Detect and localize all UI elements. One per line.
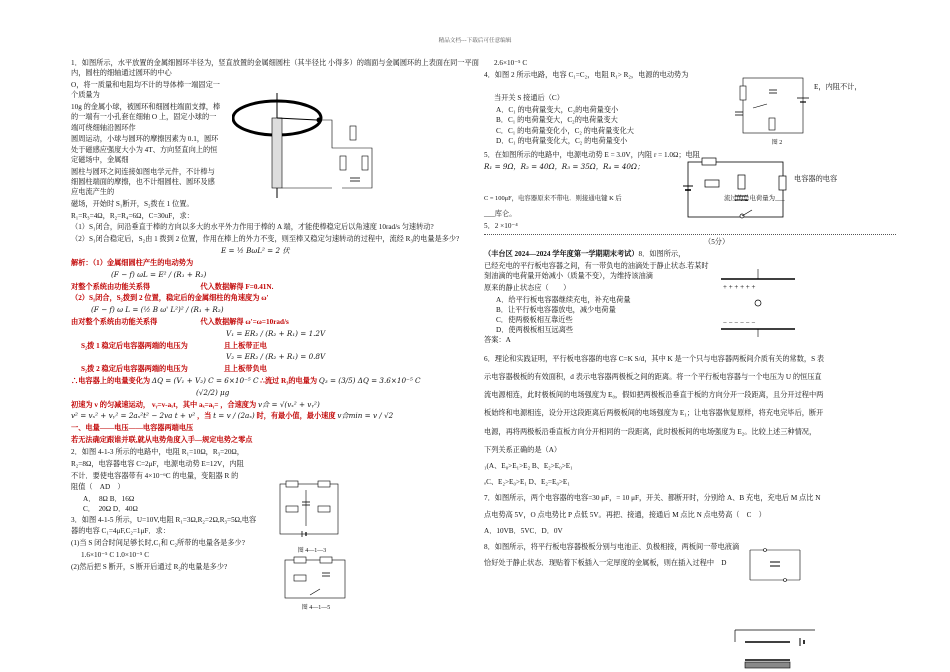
q4-option: C．C₁ 的电荷量变化小，C₂ 的电荷量变化大 — [496, 126, 634, 135]
q6-line — [484, 249, 896, 259]
q1-line: O，将一质量和电阻均不计的导体棒一端固定一个质量为 — [71, 81, 220, 100]
formula-v2: V₂ = ER₂ / (R₂ + R₁) = 0.8V — [226, 352, 326, 362]
figure-caption: 图 2 — [771, 140, 783, 146]
score: （5分） — [704, 238, 730, 247]
solution-line — [71, 364, 481, 374]
q8-line: 7．如图所示，两个电容器的电容=30 μF，= 10 μF，开关、都断开时，分别给 A、B 充电，充电后 M 点比 N — [484, 494, 821, 503]
q2-line: 阻值（ AD ） — [71, 483, 125, 492]
q6-line: 原来的静止状态应（ ） — [484, 283, 571, 292]
q7-line: 流电源相连，此时极板间的电场强度为 E₀，假如把两极板沿垂直于板的方向分开一段距离，且分开过程中两 — [484, 391, 824, 400]
q6-line: 已经充电的平行板电容器之间，有一带负电的油滴处于静止状态.若某时刻油滴的电荷量开始减小（质量不变），为维持该油滴 — [484, 261, 709, 280]
solution-part: 且上板带正电 — [223, 341, 267, 350]
q5-line: 电容器的电容 — [794, 174, 838, 183]
solution-part: 初速为 v 的匀减速运动， — [71, 400, 151, 409]
q7-line: ₁(A、E₀>E₁>E₂ B、E₂>E₀>E₁ — [484, 461, 573, 470]
solution-line: 解析：（1）金属细圆柱产生的电动势为 — [71, 258, 194, 267]
solution-part: 且上板带负电 — [223, 365, 267, 374]
solution-part: ，当 — [196, 412, 212, 421]
solution-part: ∴流过 R₃的电量为 — [260, 377, 318, 385]
q7-line: 下列关系正确的是（A） — [484, 445, 562, 454]
q9-line: 恰好处于静止状态．现贴着下板插入一定厚度的金属板，则在插入过程中 D — [484, 559, 727, 568]
solution-part: S₂拨 1 稳定后电容器两端的电压为 — [81, 341, 188, 350]
formula-e: E = ½ BωL² = 2 伏 — [221, 246, 290, 256]
q3-line: (2)然后把 S 断开，S 断开后通过 R₂的电量是多少? — [71, 562, 228, 571]
solution-line: 一、电量——电压——电容器两端电压 — [71, 424, 194, 433]
circuit-figure-q5 — [680, 150, 790, 230]
solution-part: 由对整个系统由功能关系得 — [71, 317, 158, 326]
q3-line: 3．如图 4-1-5 所示，U=10V,电阻 R₁=3Ω,R₂=2Ω,R₃=5Ω,电容 — [71, 515, 257, 524]
q2-line: 2．如图 4-1-3 所示的电路中，电阻 R₁=10Ω，R₃=20Ω， — [71, 447, 244, 456]
circuit-figure-2 — [733, 70, 813, 142]
circuit-figure-4-1-3 — [272, 476, 347, 546]
formula-vtot: v合 = √(vₓ² + vᵧ²) — [257, 399, 320, 409]
q1-line: （2）S₁闭合稳定后，S₂由 1 拨到 2 位置，作用在棒上的外力不变，则至棒又稳定匀速转动的过程中，流经 R₃的电量是多少? — [71, 235, 460, 244]
q1-line: R₁=R₃=4Ω，R₂=R₄=6Ω，C=30uF，求： — [71, 211, 194, 220]
q6-option: C．使两极板相互靠近些 — [496, 316, 573, 324]
formula-acc: vᵧ=v-aₓt，其中 aₓ=aᵧ= — [151, 400, 219, 409]
figure-caption: 图 4—1—5 — [301, 605, 331, 611]
q4-option: D．C₁ 的电荷量变化大，C₂ 的电荷量变小 — [496, 136, 628, 145]
q5-line: ___库仑。 — [484, 210, 517, 219]
q6-option: D．使两极板相互远离些 — [496, 326, 574, 335]
q5-line: 5．在如图所示的电路中，电源电动势 E = 3.0V，内阻 r = 1.0Ω；电阻 — [484, 151, 700, 160]
q7-line: ₒC、E₂>E₀>E₁ D、E₂=E₀>E₁ — [484, 478, 570, 487]
formula-q3: Q₃ = (3/5) ΔQ = 3.6×10⁻⁵ C — [318, 376, 421, 385]
q8-line: A．10VB．5VC．D．0V — [484, 526, 563, 535]
svg-text:− − − − − −: − − − − − − — [723, 319, 756, 327]
q2-line: 不计．要使电容器带有 4×10⁻⁶C 的电量，变阻器 R 的 — [71, 471, 239, 480]
q1-line: 圆柱与圆环之间连接如图电学元件，不计棒与细圆柱端面的摩擦，也不计细圆柱、圆环及感应电流产生的 — [71, 167, 215, 196]
q4-option: B．C₁ 的电荷量变大，C₂的电荷量变大 — [496, 116, 618, 125]
solution-line — [71, 282, 481, 292]
solution-line: （2）S₁闭合，S₂拨到 2 位置，稳定后的金属细柱的角速度为 ω' — [71, 294, 269, 303]
q4-line: 当开关 S 接通后（C） — [494, 94, 564, 103]
solution-line — [71, 376, 481, 386]
q1-line: 10g 的金属小球，被圆环和细圆柱端面支撑，棒的一端有一小孔套在细轴 O 上，固定小球的一端可绕细轴沿圆环作 — [71, 103, 221, 132]
q4-line: E，内阻不计， — [814, 82, 862, 91]
svg-text:+ + + + + +: + + + + + + — [723, 283, 756, 291]
formula-vmin: v合min = v / √2 — [337, 411, 394, 421]
q2-line: R₂=8Ω，电容器电容 C=2μF，电源电动势 E=12V，内阻 — [71, 459, 244, 468]
formula-work2: (F − f) ω L = (½ B ω' L²)² / (R₁ + R₂) — [91, 305, 224, 315]
solution-line — [71, 341, 481, 351]
q8-line: 点电势高 5V，O 点电势比 P 点低 5V。再把、接通，接通后 M 点比 N 点电势高（ C ） — [484, 510, 766, 519]
solution-part: ∴电容器上的电量变化为 — [71, 377, 151, 385]
q5-part: C = 100μF，电容器原来不带电．则接通电键 K 后 — [484, 194, 622, 202]
formula-tmin: t = v / (2aₓ) — [213, 411, 255, 421]
solution-line — [71, 411, 481, 421]
ring-apparatus-figure — [232, 88, 382, 203]
solution-line — [71, 400, 481, 410]
solution-line: 若无法确定跟谁并联,就从电势角度入手—规定电势之零点 — [71, 436, 253, 445]
q6-option: A．给平行板电容器继续充电，补充电荷量 — [496, 295, 631, 304]
page-header: 精品文档---下载后可任意编辑 — [438, 38, 512, 44]
solution-part: 代入数据解得 F=0.41N. — [200, 282, 274, 291]
q4-line: 4．如图 2 所示电路，电容 C₁=C₂，电阻 R₁> R₂，电源的电动势为 — [484, 70, 689, 79]
q6-source: （丰台区 2024—2024 学年度第一学期期末考试） — [484, 249, 639, 258]
q5-part: 流过的总电荷量为___ — [723, 194, 785, 202]
q2-option: C． 20Ω D．40Ω — [83, 505, 138, 514]
q5-line: R₁ = 9Ω，R₂ = 40Ω，R₃ = 35Ω，R₄ = 40Ω； — [484, 161, 645, 171]
q1-line: 1．如图所示，水平放置的金属细圆环半径为，竖直放置的金属细圆柱（其半径比 小得多）的端面与金属圆环的上表面在同一平面内，圆柱的细轴通过圆环的中心 — [71, 59, 479, 78]
right-column — [484, 58, 896, 570]
solution-part: 对整个系统由功能关系得 — [71, 282, 151, 291]
capacitor-metal-plate-figure — [730, 622, 820, 670]
divider — [484, 234, 896, 235]
solution-part: 代入数据解得 ω'=ω=10rad/s — [200, 317, 289, 326]
carry-answer: 2.6×10⁻⁵ C — [494, 59, 528, 67]
q1-line: （1）S₁闭合，问沿垂直于棒的方向以多大的水平外力作用于棒的 A 端，才能使棒稳定后以角速度 10rad/s 匀速转动? — [71, 223, 434, 232]
q3-answer: 1.6×10⁻⁵ C 1.0×10⁻⁵ C — [81, 551, 150, 559]
formula-dq: ΔQ = (V₁ + V₂) C = 6×10⁻⁵ C — [151, 376, 259, 385]
solution-part: 时，有最小值，最小速度 — [256, 412, 336, 421]
formula-vsq: v² = vₓ² + vᵧ² = 2aₓ²t² − 2va t + v² — [71, 411, 196, 421]
solution-part: ，合速度为 — [220, 400, 257, 409]
circuit-figure-4-1-5 — [280, 555, 350, 603]
figure-caption: 图 4—1—3 — [297, 548, 327, 554]
q3-line: 器的电容 C₁=4μF,C₂=1μF．求： — [71, 527, 170, 536]
q4-option: A．C₁ 的电荷量变大，C₂的电荷量变小 — [496, 106, 619, 115]
q7-line: 6．理论和实践证明，平行板电容器的电容 C=K S/d，其中 K 是一个只与电容器两板间介质有关的常数，S 表 — [484, 354, 825, 363]
q1-line: 圆周运动，小球与圆环的摩擦因素为 0.1，圆环处于磁感应强度大小为 4T、方向竖直向上的恒定磁场中，金属细 — [71, 135, 219, 164]
q3-line: (1)当 S 闭合时间足够长时,C₁和 C₂所带的电量各是多少? — [71, 539, 245, 548]
formula-g: (√2/2) μg — [196, 387, 230, 397]
q6-part: 8．如图所示， — [638, 249, 686, 258]
q7-line: 板始终和电源相连，设分开这段距离后两极板间的电场强度为 E₁；让电容器恢复原样，将充电完毕后，断开 — [484, 409, 824, 418]
q6-option: B．让平行板电容器放电，减少电荷量 — [496, 305, 616, 314]
q5-answer: 5．2 ×10⁻⁴ — [484, 221, 518, 230]
circuit-figure-q7 — [740, 540, 810, 588]
q7-line: 示电容器极板的有效面积，d 表示电容器两极板之间的距离。将一个平行板电容器与一个电压为 U 的恒压直 — [484, 372, 822, 381]
capacitor-oil-drop-figure — [713, 267, 803, 337]
solution-part: S₂拨 2 稳定后电容器两端的电压为 — [81, 365, 188, 374]
q7-line: 电源，再将两极板沿垂直板方向分开相同的一段距离，此时极板间的电场强度为 E₂。比较上述三种情况， — [484, 427, 817, 436]
q2-option: A． 8Ω B．16Ω — [83, 495, 135, 504]
q6-answer: 答案：A — [484, 336, 511, 345]
solution-line — [71, 317, 481, 327]
q9-line: 8．如图所示，将平行板电容器极板分别与电池正、负极相接，两板间一带电液滴 — [484, 543, 740, 552]
formula-work: (F − f) ωL = E² / (R₁ + R₂) — [111, 269, 207, 279]
formula-v1: V₁ = ER₂ / (R₂ + R₁) = 1.2V — [226, 328, 326, 338]
q1-line: 磁场，开始时 S₁断开，S₂拨在 1 位置。 — [71, 199, 194, 208]
